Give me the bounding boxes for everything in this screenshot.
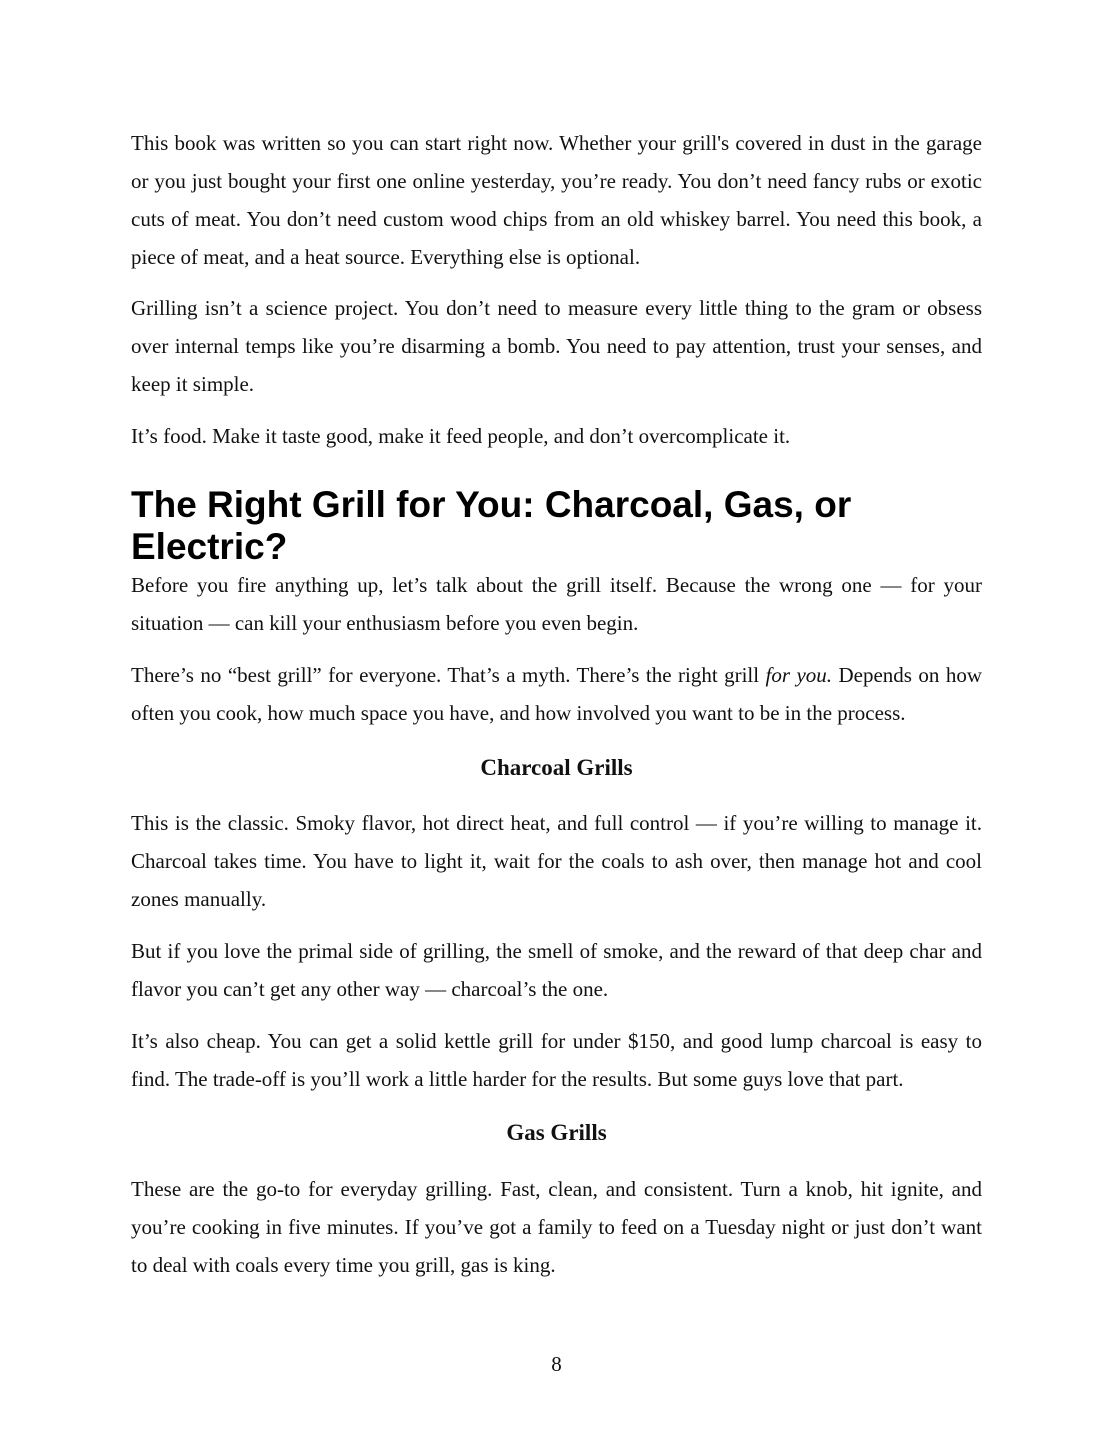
charcoal-paragraph-3: It’s also cheap. You can get a solid kettle grill for under $150, and good lump charcoal is easy to find. The trade-off is you’ll work a little harder for the results. But some guys love that part. bbox=[131, 1029, 982, 1091]
section-paragraph-2 bbox=[131, 656, 982, 732]
charcoal-heading: Charcoal Grills bbox=[480, 755, 633, 780]
section-heading: The Right Grill for You: Charcoal, Gas, or Electric? bbox=[131, 484, 852, 567]
page-number: 8 bbox=[551, 1352, 562, 1376]
section-paragraph-2-start: There’s no “best grill” for everyone. That’s a myth. There’s the right grill bbox=[131, 663, 766, 687]
section-paragraph-2-emphasis: for you. bbox=[765, 663, 833, 687]
charcoal-paragraph-2: But if you love the primal side of grilling, the smell of smoke, and the reward of that deep char and flavor you can’t get any other way — charcoal’s the one. bbox=[131, 939, 982, 1001]
charcoal-paragraph-1: This is the classic. Smoky flavor, hot direct heat, and full control — if you’re willing to manage it. Charcoal takes time. You have to light it, wait for the coals to ash over, then manage hot and cool zones manually. bbox=[131, 811, 982, 911]
section-paragraph-2-end: Depends on how often you cook, how much space you have, and how involved you want to be in the process. bbox=[131, 663, 982, 725]
section-paragraph-1: Before you fire anything up, let’s talk about the grill itself. Because the wrong one — for your situation — can kill your enthusiasm before you even begin. bbox=[131, 573, 982, 635]
gas-heading: Gas Grills bbox=[506, 1120, 607, 1145]
intro-paragraph-2: Grilling isn’t a science project. You don’t need to measure every little thing to the gram or obsess over internal temps like you’re disarming a bomb. You need to pay attention, trust your senses, and keep it simple. bbox=[131, 296, 982, 396]
gas-paragraph-1: These are the go-to for everyday grilling. Fast, clean, and consistent. Turn a knob, hit ignite, and you’re cooking in five minutes. If you’ve got a family to feed on a Tuesday night or just don’t want to deal with coals every time you grill, gas is king. bbox=[131, 1177, 982, 1277]
intro-paragraph-3: It’s food. Make it taste good, make it feed people, and don’t overcomplicate it. bbox=[131, 424, 791, 448]
intro-paragraph-1: This book was written so you can start right now. Whether your grill's covered in dust in the garage or you just bought your first one online yesterday, you’re ready. You don’t need fancy rubs or exotic cuts of meat. You don’t need custom wood chips from an old whiskey barrel. You need this book, a piece of meat, and a heat source. Everything else is optional. bbox=[131, 131, 982, 269]
